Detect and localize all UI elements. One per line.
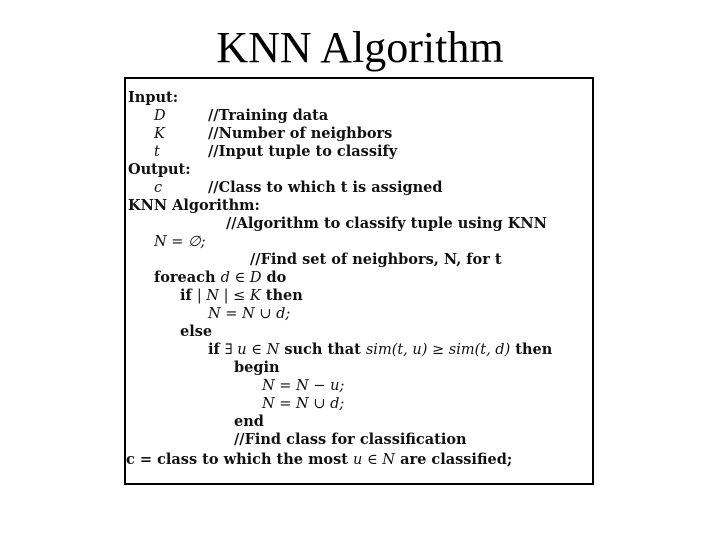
algorithm-label: KNN Algorithm: xyxy=(128,197,260,214)
final-assignment-line xyxy=(126,451,512,469)
begin-keyword: begin xyxy=(234,359,280,376)
final-line-start: c = class to which the most xyxy=(126,451,348,468)
foreach-keyword: foreach xyxy=(154,269,216,286)
algorithm-box xyxy=(124,77,594,485)
if2-condition: ∃ u ∈ N xyxy=(224,342,280,358)
add-neighbor-expression: N = N ∪ d; xyxy=(208,306,291,322)
init-expression: N = ∅; xyxy=(154,234,206,250)
input-label: Input: xyxy=(128,89,179,106)
then-keyword: then xyxy=(265,287,303,304)
input-comment-t: //Input tuple to classify xyxy=(208,143,398,160)
foreach-do-keyword: do xyxy=(266,269,287,286)
input-symbol-t: t xyxy=(154,144,160,160)
find-class-comment: //Find class for classification xyxy=(234,431,467,448)
algorithm-comment: //Algorithm to classify tuple using KNN xyxy=(226,215,547,232)
input-symbol-k: K xyxy=(154,126,165,142)
add-neighbor-line xyxy=(208,305,290,323)
if-line xyxy=(180,287,303,305)
such-that-text: such that xyxy=(284,341,361,358)
if-condition: | N | ≤ K xyxy=(196,288,261,304)
final-line-end: are classified; xyxy=(400,451,513,468)
then2-keyword: then xyxy=(515,341,553,358)
input-comment-d: //Training data xyxy=(208,107,329,124)
remove-neighbor-expression: N = N − u; xyxy=(262,378,345,394)
output-comment-c: //Class to which t is assigned xyxy=(208,179,443,196)
else-keyword: else xyxy=(180,323,213,340)
slide-title: KNN Algorithm xyxy=(216,23,504,72)
add-neighbor-line-2 xyxy=(262,395,344,413)
foreach-line xyxy=(154,269,286,287)
add-neighbor-expression-2: N = N ∪ d; xyxy=(262,396,345,412)
if-exists-line xyxy=(208,341,552,359)
similarity-expression: sim(t, u) ≥ sim(t, d) xyxy=(365,342,511,358)
if2-keyword: if xyxy=(208,341,220,358)
end-keyword: end xyxy=(234,413,264,430)
input-comment-k: //Number of neighbors xyxy=(208,125,393,142)
find-neighbors-comment: //Find set of neighbors, N, for t xyxy=(250,251,502,268)
output-symbol-c: c xyxy=(154,180,163,196)
output-label: Output: xyxy=(128,161,191,178)
input-symbol-d: D xyxy=(154,108,166,124)
init-line xyxy=(154,233,206,251)
if-keyword: if xyxy=(180,287,192,304)
foreach-condition: d ∈ D xyxy=(220,270,262,286)
remove-neighbor-line xyxy=(262,377,344,395)
final-line-expression: u ∈ N xyxy=(353,452,395,468)
